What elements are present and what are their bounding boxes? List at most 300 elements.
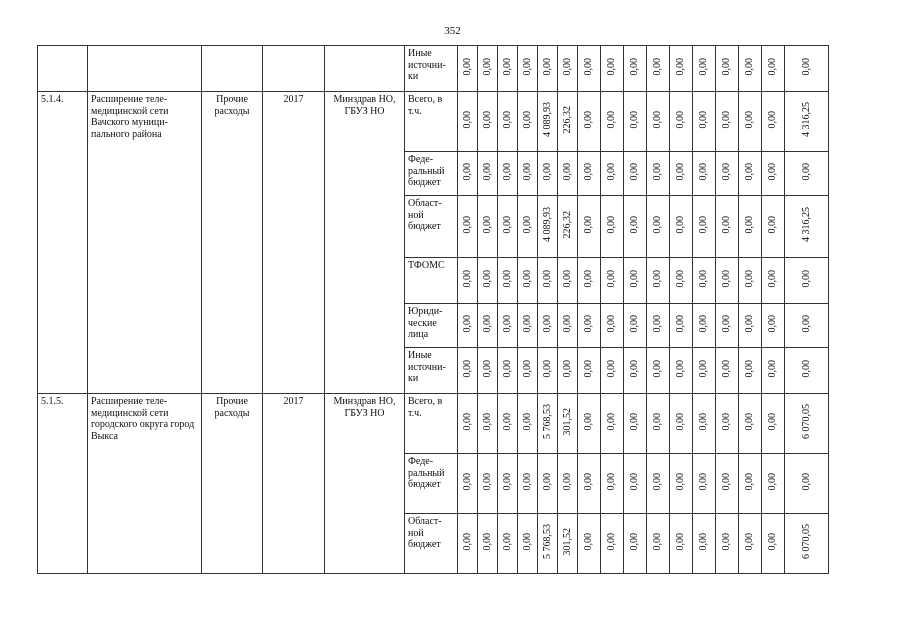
value-text: 5 768,53 bbox=[541, 404, 553, 440]
value-text: 0,00 bbox=[698, 360, 710, 378]
value-cell bbox=[624, 348, 647, 394]
value-cell bbox=[601, 196, 624, 258]
value-cell bbox=[538, 152, 558, 196]
value-text: 0,00 bbox=[461, 315, 473, 333]
value-text: 301,52 bbox=[561, 528, 573, 556]
value-text: 0,00 bbox=[744, 413, 756, 431]
value-text: 0,00 bbox=[698, 216, 710, 234]
value-cell bbox=[739, 46, 762, 92]
value-text: 4 316,25 bbox=[800, 207, 812, 243]
value-cell bbox=[458, 304, 478, 348]
value-cell bbox=[716, 304, 739, 348]
value-cell bbox=[601, 92, 624, 152]
value-cell bbox=[785, 152, 829, 196]
value-text: 0,00 bbox=[629, 360, 641, 378]
value-cell bbox=[518, 394, 538, 454]
value-cell bbox=[716, 514, 739, 574]
value-cell bbox=[578, 258, 601, 304]
item-name: Расширение теле-медицинской сети городского округа город Выкса bbox=[88, 394, 202, 574]
value-cell bbox=[670, 394, 693, 454]
value-cell bbox=[785, 454, 829, 514]
value-cell bbox=[670, 46, 693, 92]
funding-source: Иные источни-ки bbox=[405, 46, 458, 92]
value-text: 0,00 bbox=[461, 533, 473, 551]
value-text: 4 089,93 bbox=[541, 207, 553, 243]
value-text: 0,00 bbox=[652, 111, 664, 129]
value-text: 0,00 bbox=[561, 163, 573, 181]
value-text: 0,00 bbox=[521, 58, 533, 76]
value-text: 0,00 bbox=[744, 163, 756, 181]
value-cell bbox=[601, 454, 624, 514]
value-cell bbox=[624, 46, 647, 92]
value-text: 0,00 bbox=[541, 473, 553, 491]
value-cell bbox=[538, 304, 558, 348]
value-text: 0,00 bbox=[461, 270, 473, 288]
value-text: 0,00 bbox=[698, 111, 710, 129]
value-cell bbox=[558, 304, 578, 348]
value-cell bbox=[558, 152, 578, 196]
value-text: 0,00 bbox=[461, 58, 473, 76]
value-text: 0,00 bbox=[461, 163, 473, 181]
value-cell bbox=[478, 394, 498, 454]
value-text: 0,00 bbox=[521, 360, 533, 378]
value-cell bbox=[478, 152, 498, 196]
value-cell bbox=[578, 92, 601, 152]
value-cell bbox=[716, 46, 739, 92]
value-cell bbox=[558, 196, 578, 258]
value-text: 0,00 bbox=[561, 315, 573, 333]
value-cell bbox=[693, 92, 716, 152]
empty-cell bbox=[202, 46, 263, 92]
value-cell bbox=[716, 454, 739, 514]
value-cell bbox=[739, 454, 762, 514]
value-text: 0,00 bbox=[652, 216, 664, 234]
funding-source: Феде-ральный бюджет bbox=[405, 454, 458, 514]
value-text: 0,00 bbox=[501, 473, 513, 491]
value-cell bbox=[785, 514, 829, 574]
value-text: 0,00 bbox=[541, 360, 553, 378]
value-text: 0,00 bbox=[675, 473, 687, 491]
value-text: 0,00 bbox=[501, 533, 513, 551]
value-text: 0,00 bbox=[767, 360, 779, 378]
value-cell bbox=[498, 258, 518, 304]
value-text: 0,00 bbox=[606, 216, 618, 234]
value-text: 0,00 bbox=[629, 111, 641, 129]
value-cell bbox=[739, 152, 762, 196]
value-cell bbox=[716, 394, 739, 454]
value-text: 0,00 bbox=[767, 111, 779, 129]
value-cell bbox=[762, 454, 785, 514]
value-text: 0,00 bbox=[583, 58, 595, 76]
value-text: 0,00 bbox=[541, 163, 553, 181]
value-text: 0,00 bbox=[606, 163, 618, 181]
value-cell bbox=[478, 196, 498, 258]
value-text: 0,00 bbox=[800, 360, 812, 378]
value-text: 0,00 bbox=[652, 413, 664, 431]
value-text: 0,00 bbox=[606, 58, 618, 76]
value-cell bbox=[601, 152, 624, 196]
value-cell bbox=[538, 46, 558, 92]
value-text: 0,00 bbox=[501, 270, 513, 288]
value-text: 0,00 bbox=[583, 473, 595, 491]
value-text: 0,00 bbox=[561, 270, 573, 288]
value-cell bbox=[739, 348, 762, 394]
value-text: 0,00 bbox=[561, 58, 573, 76]
value-cell bbox=[601, 304, 624, 348]
value-cell bbox=[785, 394, 829, 454]
value-text: 0,00 bbox=[698, 473, 710, 491]
value-cell bbox=[670, 152, 693, 196]
funding-source: Област-ной бюджет bbox=[405, 196, 458, 258]
value-text: 0,00 bbox=[744, 58, 756, 76]
value-text: 0,00 bbox=[767, 163, 779, 181]
value-text: 0,00 bbox=[606, 270, 618, 288]
value-cell bbox=[762, 196, 785, 258]
value-text: 0,00 bbox=[461, 360, 473, 378]
value-text: 0,00 bbox=[606, 413, 618, 431]
value-cell bbox=[716, 92, 739, 152]
value-cell bbox=[739, 92, 762, 152]
value-text: 0,00 bbox=[481, 315, 493, 333]
value-text: 0,00 bbox=[721, 111, 733, 129]
value-cell bbox=[518, 348, 538, 394]
value-cell bbox=[458, 196, 478, 258]
value-cell bbox=[458, 348, 478, 394]
value-cell bbox=[458, 394, 478, 454]
value-text: 0,00 bbox=[583, 533, 595, 551]
value-cell bbox=[518, 258, 538, 304]
value-cell bbox=[558, 348, 578, 394]
value-text: 0,00 bbox=[744, 270, 756, 288]
value-text: 0,00 bbox=[583, 216, 595, 234]
value-cell bbox=[518, 304, 538, 348]
value-cell bbox=[670, 514, 693, 574]
value-text: 0,00 bbox=[767, 315, 779, 333]
value-text: 0,00 bbox=[744, 315, 756, 333]
value-cell bbox=[458, 92, 478, 152]
value-cell bbox=[762, 92, 785, 152]
value-text: 0,00 bbox=[521, 413, 533, 431]
value-text: 5 768,53 bbox=[541, 524, 553, 560]
value-cell bbox=[762, 304, 785, 348]
value-text: 4 316,25 bbox=[800, 102, 812, 138]
table-row bbox=[38, 46, 829, 92]
value-cell bbox=[578, 454, 601, 514]
value-text: 0,00 bbox=[721, 413, 733, 431]
value-cell bbox=[538, 394, 558, 454]
value-text: 0,00 bbox=[721, 473, 733, 491]
value-text: 0,00 bbox=[481, 270, 493, 288]
funding-source: Всего, в т.ч. bbox=[405, 394, 458, 454]
value-cell bbox=[624, 258, 647, 304]
value-cell bbox=[601, 348, 624, 394]
value-text: 0,00 bbox=[721, 533, 733, 551]
value-cell bbox=[601, 258, 624, 304]
value-text: 0,00 bbox=[800, 473, 812, 491]
value-text: 0,00 bbox=[481, 111, 493, 129]
value-cell bbox=[739, 258, 762, 304]
value-text: 0,00 bbox=[521, 533, 533, 551]
value-text: 0,00 bbox=[721, 216, 733, 234]
value-text: 0,00 bbox=[800, 270, 812, 288]
value-cell bbox=[498, 454, 518, 514]
value-cell bbox=[670, 304, 693, 348]
value-cell bbox=[739, 196, 762, 258]
value-cell bbox=[518, 514, 538, 574]
value-text: 0,00 bbox=[521, 270, 533, 288]
value-cell bbox=[518, 196, 538, 258]
value-text: 0,00 bbox=[521, 473, 533, 491]
value-text: 0,00 bbox=[583, 270, 595, 288]
value-cell bbox=[647, 348, 670, 394]
value-cell bbox=[693, 454, 716, 514]
value-text: 0,00 bbox=[521, 163, 533, 181]
value-cell bbox=[538, 514, 558, 574]
value-cell bbox=[647, 394, 670, 454]
value-cell bbox=[716, 152, 739, 196]
value-cell bbox=[762, 258, 785, 304]
expense-type: Прочие расходы bbox=[202, 394, 263, 574]
value-cell bbox=[693, 304, 716, 348]
value-cell bbox=[601, 514, 624, 574]
value-text: 0,00 bbox=[481, 413, 493, 431]
year-cell: 2017 bbox=[263, 394, 325, 574]
value-cell bbox=[693, 46, 716, 92]
item-name: Расширение теле-медицинской сети Вачского муници-пального района bbox=[88, 92, 202, 394]
value-cell bbox=[762, 514, 785, 574]
value-cell bbox=[716, 258, 739, 304]
value-text: 0,00 bbox=[521, 216, 533, 234]
value-text: 0,00 bbox=[501, 216, 513, 234]
value-text: 0,00 bbox=[481, 533, 493, 551]
value-cell bbox=[647, 152, 670, 196]
funding-source: Юриди-ческие лица bbox=[405, 304, 458, 348]
value-cell bbox=[693, 152, 716, 196]
value-cell bbox=[785, 258, 829, 304]
item-number: 5.1.5. bbox=[38, 394, 88, 574]
value-text: 0,00 bbox=[481, 473, 493, 491]
value-cell bbox=[518, 46, 538, 92]
value-text: 0,00 bbox=[481, 216, 493, 234]
value-text: 0,00 bbox=[675, 216, 687, 234]
value-cell bbox=[693, 258, 716, 304]
value-text: 0,00 bbox=[629, 163, 641, 181]
value-cell bbox=[498, 394, 518, 454]
value-text: 0,00 bbox=[629, 473, 641, 491]
value-text: 0,00 bbox=[501, 111, 513, 129]
value-cell bbox=[558, 514, 578, 574]
value-text: 0,00 bbox=[652, 163, 664, 181]
value-cell bbox=[693, 196, 716, 258]
value-cell bbox=[762, 152, 785, 196]
value-text: 0,00 bbox=[561, 473, 573, 491]
value-text: 0,00 bbox=[675, 163, 687, 181]
value-text: 0,00 bbox=[698, 315, 710, 333]
executor-cell: Минздрав НО, ГБУЗ НО bbox=[325, 394, 405, 574]
value-text: 0,00 bbox=[800, 315, 812, 333]
value-text: 0,00 bbox=[629, 315, 641, 333]
value-cell bbox=[785, 196, 829, 258]
funding-source: Област-ной бюджет bbox=[405, 514, 458, 574]
value-text: 0,00 bbox=[744, 360, 756, 378]
value-cell bbox=[578, 304, 601, 348]
value-cell bbox=[693, 514, 716, 574]
value-cell bbox=[558, 92, 578, 152]
value-text: 0,00 bbox=[675, 58, 687, 76]
value-cell bbox=[716, 196, 739, 258]
value-text: 0,00 bbox=[461, 473, 473, 491]
value-cell bbox=[693, 348, 716, 394]
value-text: 0,00 bbox=[800, 163, 812, 181]
funding-source: ТФОМС bbox=[405, 258, 458, 304]
value-cell bbox=[498, 196, 518, 258]
value-text: 0,00 bbox=[698, 163, 710, 181]
value-cell bbox=[785, 46, 829, 92]
value-cell bbox=[624, 196, 647, 258]
value-cell bbox=[624, 304, 647, 348]
value-text: 0,00 bbox=[606, 473, 618, 491]
value-cell bbox=[624, 92, 647, 152]
value-text: 0,00 bbox=[675, 315, 687, 333]
value-cell bbox=[518, 92, 538, 152]
value-text: 0,00 bbox=[606, 533, 618, 551]
value-text: 0,00 bbox=[629, 533, 641, 551]
value-text: 0,00 bbox=[652, 360, 664, 378]
year-cell: 2017 bbox=[263, 92, 325, 394]
value-cell bbox=[785, 92, 829, 152]
value-cell bbox=[538, 92, 558, 152]
value-text: 0,00 bbox=[481, 360, 493, 378]
value-cell bbox=[624, 394, 647, 454]
value-cell bbox=[558, 454, 578, 514]
value-text: 0,00 bbox=[606, 111, 618, 129]
value-text: 0,00 bbox=[501, 58, 513, 76]
value-text: 0,00 bbox=[767, 216, 779, 234]
value-cell bbox=[518, 454, 538, 514]
value-text: 0,00 bbox=[541, 270, 553, 288]
funding-source: Иные источни-ки bbox=[405, 348, 458, 394]
value-text: 0,00 bbox=[652, 473, 664, 491]
value-text: 0,00 bbox=[675, 111, 687, 129]
value-cell bbox=[498, 92, 518, 152]
value-cell bbox=[538, 454, 558, 514]
value-cell bbox=[647, 514, 670, 574]
value-cell bbox=[647, 196, 670, 258]
value-cell bbox=[670, 92, 693, 152]
value-text: 0,00 bbox=[698, 533, 710, 551]
value-text: 0,00 bbox=[481, 58, 493, 76]
value-text: 0,00 bbox=[501, 360, 513, 378]
value-cell bbox=[498, 514, 518, 574]
value-text: 0,00 bbox=[698, 413, 710, 431]
value-text: 0,00 bbox=[721, 315, 733, 333]
value-text: 0,00 bbox=[461, 216, 473, 234]
value-text: 0,00 bbox=[583, 315, 595, 333]
value-cell bbox=[458, 454, 478, 514]
value-text: 4 089,93 bbox=[541, 102, 553, 138]
value-text: 0,00 bbox=[767, 58, 779, 76]
value-text: 0,00 bbox=[629, 413, 641, 431]
value-text: 0,00 bbox=[629, 270, 641, 288]
value-cell bbox=[498, 348, 518, 394]
value-text: 0,00 bbox=[721, 360, 733, 378]
value-cell bbox=[739, 394, 762, 454]
value-text: 0,00 bbox=[767, 270, 779, 288]
value-cell bbox=[578, 394, 601, 454]
value-cell bbox=[478, 46, 498, 92]
value-cell bbox=[762, 394, 785, 454]
value-text: 0,00 bbox=[629, 58, 641, 76]
value-cell bbox=[670, 454, 693, 514]
value-text: 0,00 bbox=[744, 533, 756, 551]
value-text: 6 070,05 bbox=[800, 524, 812, 560]
value-cell bbox=[601, 394, 624, 454]
empty-cell bbox=[38, 46, 88, 92]
value-cell bbox=[478, 304, 498, 348]
value-text: 0,00 bbox=[541, 315, 553, 333]
value-cell bbox=[670, 196, 693, 258]
value-cell bbox=[647, 454, 670, 514]
value-cell bbox=[716, 348, 739, 394]
value-cell bbox=[670, 348, 693, 394]
value-cell bbox=[498, 304, 518, 348]
value-cell bbox=[458, 152, 478, 196]
value-text: 0,00 bbox=[652, 58, 664, 76]
value-cell bbox=[601, 46, 624, 92]
value-cell bbox=[538, 196, 558, 258]
value-text: 226,32 bbox=[561, 211, 573, 239]
value-text: 6 070,05 bbox=[800, 404, 812, 440]
value-text: 0,00 bbox=[583, 413, 595, 431]
value-text: 0,00 bbox=[800, 58, 812, 76]
executor-cell: Минздрав НО, ГБУЗ НО bbox=[325, 92, 405, 394]
value-cell bbox=[785, 304, 829, 348]
value-cell bbox=[739, 514, 762, 574]
value-text: 226,32 bbox=[561, 106, 573, 134]
value-cell bbox=[578, 152, 601, 196]
value-text: 301,52 bbox=[561, 408, 573, 436]
value-text: 0,00 bbox=[521, 111, 533, 129]
value-text: 0,00 bbox=[698, 58, 710, 76]
value-cell bbox=[739, 304, 762, 348]
value-cell bbox=[624, 454, 647, 514]
value-cell bbox=[478, 348, 498, 394]
value-text: 0,00 bbox=[675, 413, 687, 431]
value-cell bbox=[578, 514, 601, 574]
value-text: 0,00 bbox=[675, 533, 687, 551]
value-text: 0,00 bbox=[767, 533, 779, 551]
value-text: 0,00 bbox=[561, 360, 573, 378]
value-text: 0,00 bbox=[481, 163, 493, 181]
value-cell bbox=[558, 46, 578, 92]
value-cell bbox=[647, 46, 670, 92]
empty-cell bbox=[263, 46, 325, 92]
value-text: 0,00 bbox=[606, 360, 618, 378]
value-text: 0,00 bbox=[744, 473, 756, 491]
empty-cell bbox=[88, 46, 202, 92]
value-text: 0,00 bbox=[721, 58, 733, 76]
table-row bbox=[38, 92, 829, 152]
value-text: 0,00 bbox=[583, 360, 595, 378]
value-text: 0,00 bbox=[721, 163, 733, 181]
value-text: 0,00 bbox=[521, 315, 533, 333]
value-cell bbox=[478, 258, 498, 304]
value-text: 0,00 bbox=[606, 315, 618, 333]
value-text: 0,00 bbox=[744, 216, 756, 234]
value-text: 0,00 bbox=[721, 270, 733, 288]
funding-source: Всего, в т.ч. bbox=[405, 92, 458, 152]
value-text: 0,00 bbox=[583, 163, 595, 181]
